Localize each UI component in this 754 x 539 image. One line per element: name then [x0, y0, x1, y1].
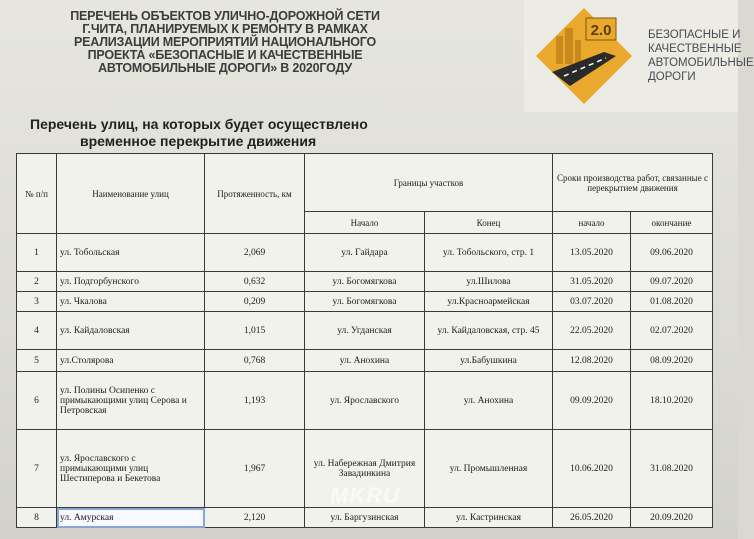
cell-date-start: 22.05.2020 [553, 312, 631, 350]
header-title-line: РЕАЛИЗАЦИИ МЕРОПРИЯТИЙ НАЦИОНАЛЬНОГО [73, 35, 377, 49]
logo-line: АВТОМОБИЛЬНЫЕ [648, 57, 754, 69]
cell-num: 3 [17, 292, 57, 312]
table-subtitle [30, 116, 390, 150]
cell-date-end: 08.09.2020 [631, 350, 713, 372]
cell-name: ул.Столярова [57, 350, 205, 372]
logo-badge: 2.0 [590, 22, 612, 39]
header-dates-end: окончание [631, 212, 713, 234]
table-header-row [17, 154, 713, 212]
header-length: Протяженность, км [205, 154, 305, 234]
cell-date-start: 03.07.2020 [553, 292, 631, 312]
cell-num: 5 [17, 350, 57, 372]
logo-text [648, 28, 754, 84]
cell-start: ул. Гайдара [305, 234, 425, 272]
cell-length: 1,015 [205, 312, 305, 350]
logo-line: ДОРОГИ [648, 71, 696, 83]
header-title-line: Г.ЧИТА, ПЛАНИРУЕМЫХ К РЕМОНТУ В РАМКАХ [82, 22, 368, 36]
table-row [17, 312, 713, 350]
project-logo [524, 0, 754, 112]
cell-date-start: 31.05.2020 [553, 272, 631, 292]
cell-length: 1,967 [205, 430, 305, 508]
header-dates: Сроки производства работ, связанные с перекрытием движения [553, 154, 713, 212]
header-num: № п/п [17, 154, 57, 234]
watermark: MKRU [330, 483, 400, 508]
cell-date-end: 31.08.2020 [631, 430, 713, 508]
cell-date-end: 18.10.2020 [631, 372, 713, 430]
cell-date-end: 02.07.2020 [631, 312, 713, 350]
cell-num: 1 [17, 234, 57, 272]
cell-end: ул. Кастринская [425, 508, 553, 528]
header-dates-start: начало [553, 212, 631, 234]
cell-name: ул. Кайдаловская [57, 312, 205, 350]
cell-num: 2 [17, 272, 57, 292]
table-row [17, 372, 713, 430]
cell-length: 1,193 [205, 372, 305, 430]
cell-num: 7 [17, 430, 57, 508]
logo-line: БЕЗОПАСНЫЕ И [648, 29, 741, 41]
logo-line: КАЧЕСТВЕННЫЕ [648, 43, 742, 55]
header-name: Наименование улиц [57, 154, 205, 234]
subtitle-line-1: Перечень улиц, на которых будет осуществлено [30, 116, 368, 132]
cell-start: ул. Ярославского [305, 372, 425, 430]
cell-date-end: 01.08.2020 [631, 292, 713, 312]
cell-start: ул. Богомягкова [305, 272, 425, 292]
cell-start: ул. Баргузинская [305, 508, 425, 528]
table-row [17, 272, 713, 292]
header-title-line: ПРОЕКТА «БЕЗОПАСНЫЕ И КАЧЕСТВЕННЫЕ [87, 48, 363, 62]
subtitle-line-2: временное перекрытие движения [80, 133, 317, 149]
cell-length: 0,632 [205, 272, 305, 292]
header-title [60, 10, 390, 75]
header-bounds: Границы участков [305, 154, 553, 212]
table-row [17, 292, 713, 312]
cell-end: ул. Промышленная [425, 430, 553, 508]
header-title-line: АВТОМОБИЛЬНЫЕ ДОРОГИ» В 2020ГОДУ [98, 61, 352, 75]
table-row [17, 350, 713, 372]
cell-start: ул. Набережная Дмитрия Завадинкина [305, 430, 425, 508]
cell-num: 6 [17, 372, 57, 430]
cell-start: ул. Угданская [305, 312, 425, 350]
cell-start: ул. Богомягкова [305, 292, 425, 312]
header-bounds-start: Начало [305, 212, 425, 234]
cell-end: ул. Кайдаловская, стр. 45 [425, 312, 553, 350]
cell-end: ул.Красноармейская [425, 292, 553, 312]
cell-length: 2,120 [205, 508, 305, 528]
cell-end: ул. Тобольского, стр. 1 [425, 234, 553, 272]
road-diamond-icon [534, 6, 634, 106]
cell-date-end: 09.06.2020 [631, 234, 713, 272]
cell-end: ул.Шилова [425, 272, 553, 292]
table-row [17, 508, 713, 528]
cell-name: ул. Тобольская [57, 234, 205, 272]
cell-start: ул. Анохина [305, 350, 425, 372]
cell-length: 0,209 [205, 292, 305, 312]
cell-date-start: 26.05.2020 [553, 508, 631, 528]
road-closures-table [16, 153, 713, 528]
cell-name: ул. Подгорбунского [57, 272, 205, 292]
cell-length: 2,069 [205, 234, 305, 272]
header-title-line: ПЕРЕЧЕНЬ ОБЪЕКТОВ УЛИЧНО-ДОРОЖНОЙ СЕТИ [70, 9, 380, 23]
cell-end: ул.Бабушкина [425, 350, 553, 372]
cell-num: 8 [17, 508, 57, 528]
cell-end: ул. Анохина [425, 372, 553, 430]
cell-name: ул. Ярославского с примыкающими улиц Шестиперова и Бекетова [57, 430, 205, 508]
cell-date-start: 10.06.2020 [553, 430, 631, 508]
header-bounds-end: Конец [425, 212, 553, 234]
cell-name: ул. Полины Осипенко с примыкающими улиц Серова и Петровская [57, 372, 205, 430]
cell-name: ул. Чкалова [57, 292, 205, 312]
cell-date-end: 20.09.2020 [631, 508, 713, 528]
cell-num: 4 [17, 312, 57, 350]
cell-date-start: 12.08.2020 [553, 350, 631, 372]
cell-date-start: 13.05.2020 [553, 234, 631, 272]
cell-length: 0,768 [205, 350, 305, 372]
cell-name: ул. Амурская [57, 508, 205, 528]
cell-date-end: 09.07.2020 [631, 272, 713, 292]
table-row [17, 234, 713, 272]
cell-date-start: 09.09.2020 [553, 372, 631, 430]
